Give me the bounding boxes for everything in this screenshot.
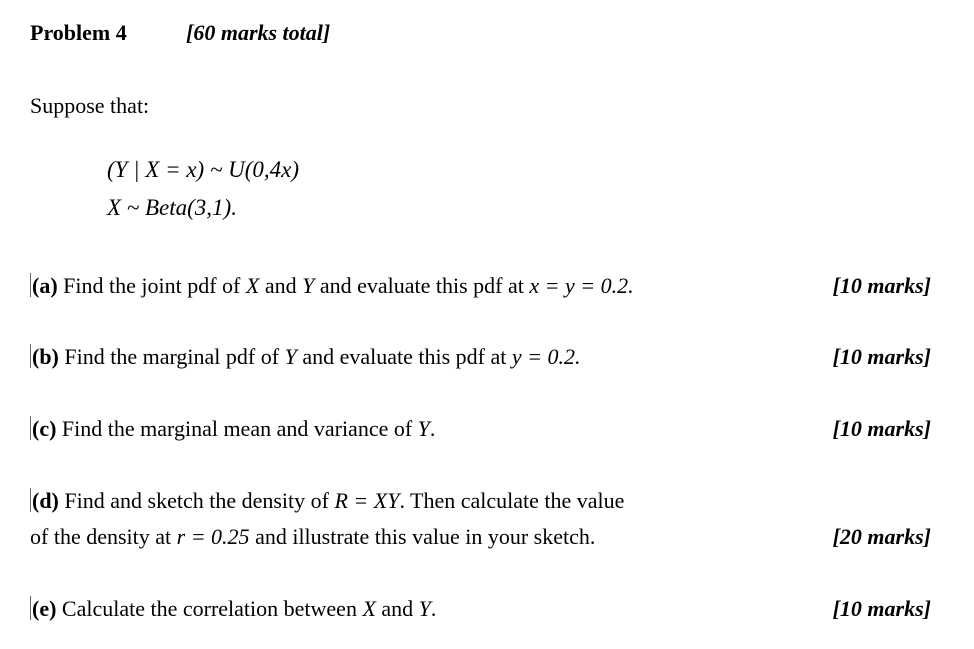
part-d: (d) Find and sketch the density of R = XY. Then calculate the value [32, 488, 625, 513]
part-a-label: (a) [32, 273, 58, 298]
part-d-line2: of the density at r = 0.25 and illustrate this value in your sketch. [30, 524, 596, 549]
selection-caret [30, 488, 31, 512]
part-c: (c) Find the marginal mean and variance of Y. [32, 416, 436, 441]
problem-title: Problem 4 [30, 20, 127, 45]
equation-conditional: (Y | X = x) ~ U(0,4x) [107, 157, 300, 182]
selection-caret [30, 416, 31, 440]
part-a-marks: [10 marks] [832, 273, 931, 298]
part-c-marks: [10 marks] [832, 416, 931, 441]
part-e-marks: [10 marks] [832, 596, 931, 621]
part-b: (b) Find the marginal pdf of Y and evaluate this pdf at y = 0.2. [32, 344, 581, 369]
selection-caret [30, 596, 31, 620]
part-b-label: (b) [32, 344, 59, 369]
intro-text: Suppose that: [30, 93, 150, 118]
part-c-label: (c) [32, 416, 57, 441]
selection-caret [30, 344, 31, 368]
selection-caret [30, 273, 31, 297]
part-a: (a) Find the joint pdf of X and Y and evaluate this pdf at x = y = 0.2. [32, 273, 634, 298]
part-e: (e) Calculate the correlation between X and Y. [32, 596, 437, 621]
total-marks: [60 marks total] [186, 20, 331, 45]
part-b-marks: [10 marks] [832, 344, 931, 369]
part-e-label: (e) [32, 596, 57, 621]
part-d-marks: [20 marks] [832, 524, 931, 549]
part-d-label: (d) [32, 488, 59, 513]
equation-marginal: X ~ Beta(3,1). [107, 195, 237, 220]
